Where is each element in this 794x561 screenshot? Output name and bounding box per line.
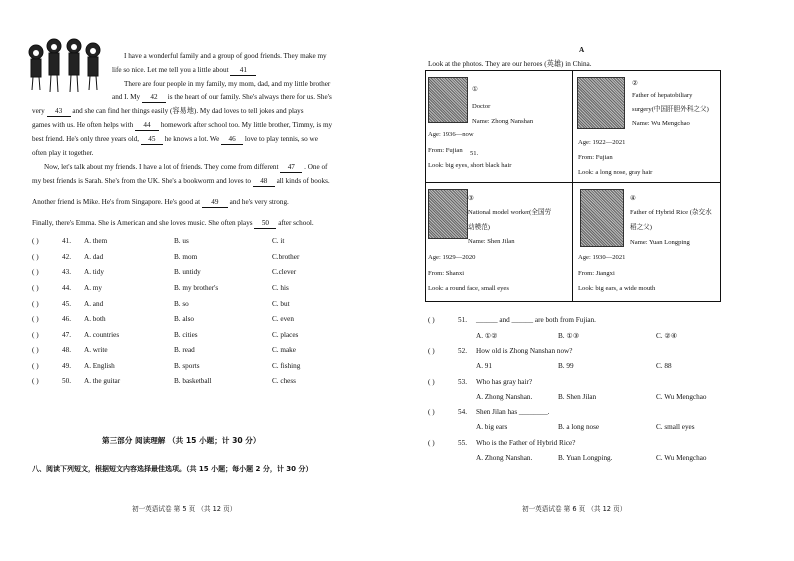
question-row: ( ) 43. A. tidy B. untidy C.clever (32, 268, 297, 276)
table-divider (572, 70, 573, 302)
option-c[interactable]: C. chess (272, 377, 296, 385)
passage-line: Another friend is Mike. He's from Singapore. He's good at 49 and he's very strong. (32, 198, 289, 206)
hero-look: Look: a long nose, gray hair (578, 169, 653, 176)
option-c[interactable]: C.clever (272, 268, 297, 276)
section-instruction: 八、阅读下列短文，根据短文内容选择最佳选项。（共 15 小题；每小题 2 分，计 30 分） (32, 465, 313, 473)
passage-line: often play it together. (32, 149, 94, 157)
passage-intro: Look at the photos. They are our heroes (英雄) in China. (428, 60, 592, 68)
page-footer: 初一英语试卷 第 6 页 （共 12 页） (522, 505, 627, 513)
option-b[interactable]: B. Yuan Longping. (558, 454, 613, 462)
passage-line: very 43 and she can find her things easily (容易地). My dad loves to tell jokes and plays (32, 107, 304, 115)
question-row: ( ) 45. A. and B. so C. but (32, 300, 290, 308)
question-stem-row: ( ) 51. ______ and ______ are both from Fujian. (428, 316, 596, 324)
passage-line: best friend. He's only three years old, 45 he knows a lot. We 46 love to play tennis, so we (32, 135, 318, 143)
answer-parens[interactable]: ( ) (32, 315, 39, 323)
options-row (476, 362, 672, 370)
hero-name: Name: Yuan Longping (630, 239, 690, 246)
blank-48[interactable]: 48 (253, 177, 275, 187)
option-c[interactable]: C. his (272, 284, 289, 292)
question-row: ( ) 49. A. English B. sports C. fishing (32, 362, 301, 370)
hero-mark: 51. (470, 150, 479, 157)
question-row: ( ) 41. A. them B. us C. it (32, 237, 285, 245)
option-c[interactable]: C. but (272, 300, 290, 308)
option-c[interactable]: C.brother (272, 253, 300, 261)
question-row: ( ) 48. A. write B. read C. make (32, 346, 296, 354)
option-c[interactable]: C. small eyes (656, 423, 695, 431)
option-a[interactable]: A. Zhong Nanshan. (476, 454, 533, 462)
hero-name: Name: Zhong Nanshan (472, 118, 534, 125)
passage-line: There are four people in my family, my mom, dad, and my little brother (124, 80, 331, 88)
option-c[interactable]: C. fishing (272, 362, 301, 370)
question-stem: Shen Jilan has ________. (476, 408, 550, 416)
answer-parens[interactable]: ( ) (32, 237, 39, 245)
option-a[interactable]: A. them (84, 237, 108, 245)
passage-line: my best friends is Sarah. She's from the UK. She's a bookworm and loves to 48 all kinds of books. (32, 177, 330, 185)
option-c[interactable]: C. places (272, 331, 299, 339)
answer-parens[interactable]: ( ) (428, 408, 435, 416)
options-row (476, 454, 706, 462)
hero-look: Look: big eyes, short black hair (428, 162, 512, 169)
question-stem: Who is the Father of Hybrid Rice? (476, 439, 576, 447)
question-stem-row: ( ) 53. Who has gray hair? (428, 378, 533, 386)
page-footer: 初一英语试卷 第 5 页 （共 12 页） (132, 505, 237, 513)
answer-parens[interactable]: ( ) (32, 300, 39, 308)
option-c[interactable]: C. Wu Mengchao (656, 454, 707, 462)
option-a[interactable]: A. Zhong Nanshan. (476, 393, 533, 401)
answer-parens[interactable]: ( ) (428, 347, 435, 355)
option-a[interactable]: A. ①② (476, 332, 498, 340)
blank-41[interactable]: 41 (230, 66, 256, 76)
hero-number: ② (632, 80, 638, 87)
question-stem-row: ( ) 52. How old is Zhong Nanshan now? (428, 347, 573, 355)
hero-title: Father of hepatobiliary (632, 92, 693, 99)
option-c[interactable]: C. ②④ (656, 332, 678, 340)
option-b[interactable]: B. my brother's (174, 284, 219, 292)
hero-title-2: 稻之父) (630, 224, 652, 231)
option-b[interactable]: B. ①③ (558, 332, 580, 340)
option-b[interactable]: B. us (174, 237, 189, 245)
table-divider (425, 182, 721, 183)
hero-number: ④ (630, 195, 636, 202)
blank-42[interactable]: 42 (142, 93, 166, 103)
answer-parens[interactable]: ( ) (428, 378, 435, 386)
option-a[interactable]: A. big ears (476, 423, 508, 431)
passage-line: life so nice. Let me tell you a little about 41 (112, 66, 256, 76)
question-stem: ______ and ______ are both from Fujian. (476, 316, 596, 324)
hero-title: Doctor (472, 103, 491, 110)
hero-number: ① (472, 86, 478, 93)
blank-44[interactable]: 44 (135, 121, 159, 131)
hero-from: From: Jiangxi (578, 270, 615, 277)
option-a[interactable]: A. tidy (84, 268, 104, 276)
option-c[interactable]: C. even (272, 315, 294, 323)
hero-name: Name: Wu Mengchao (632, 120, 690, 127)
question-row: ( ) 42. A. dad B. mom C.brother (32, 253, 300, 261)
options-row (476, 423, 695, 431)
option-b[interactable]: B. sports (174, 362, 200, 370)
hero-age: Age: 1930—2021 (578, 254, 626, 261)
option-b[interactable]: B. cities (174, 331, 198, 339)
blank-46[interactable]: 46 (221, 135, 243, 145)
question-row: ( ) 46. A. both B. also C. even (32, 315, 294, 323)
question-row: ( ) 47. A. countries B. cities C. places (32, 331, 299, 339)
option-b[interactable]: B. mom (174, 253, 198, 261)
answer-parens[interactable]: ( ) (428, 439, 435, 447)
option-b[interactable]: B. basketball (174, 377, 212, 385)
question-stem-row: ( ) 55. Who is the Father of Hybrid Rice? (428, 439, 576, 447)
passage-line: Now, let's talk about my friends. I have a lot of friends. They come from different 47 . One of (44, 163, 328, 171)
option-a[interactable]: A. the guitar (84, 377, 121, 385)
heroes-table (425, 70, 721, 302)
option-c[interactable]: C. make (272, 346, 296, 354)
option-c[interactable]: C. 88 (656, 362, 672, 370)
options-row (476, 331, 677, 340)
question-stem: How old is Zhong Nanshan now? (476, 347, 573, 355)
option-a[interactable]: A. 91 (476, 362, 492, 370)
answer-parens[interactable]: ( ) (428, 316, 435, 324)
hero-age: Age: 1929—2020 (428, 254, 476, 261)
option-a[interactable]: A. both (84, 315, 106, 323)
option-c[interactable]: C. Wu Mengchao (656, 393, 707, 401)
hero-title: Father of Hybrid Rice (杂交水 (630, 209, 712, 216)
option-a[interactable]: A. countries (84, 331, 120, 339)
hero-photo (580, 189, 624, 247)
passage-letter: A (579, 46, 585, 54)
hero-from: From: Fujian (428, 147, 463, 154)
question-stem: Who has gray hair? (476, 378, 533, 386)
option-b[interactable]: B. also (174, 315, 194, 323)
answer-parens[interactable]: ( ) (32, 346, 39, 354)
hero-age: Age: 1922—2021 (578, 139, 626, 146)
hero-photo (577, 77, 625, 129)
answer-parens[interactable]: ( ) (32, 331, 39, 339)
hero-from: From: Shanxi (428, 270, 465, 277)
question-row: ( ) 44. A. my B. my brother's C. his (32, 284, 289, 292)
passage-line: I have a wonderful family and a group of good friends. They make my (124, 52, 327, 60)
option-b[interactable]: B. so (174, 300, 189, 308)
hero-title-2: 动模范) (468, 224, 490, 231)
question-stem-row: ( ) 54. Shen Jilan has ________. (428, 408, 550, 416)
answer-parens[interactable]: ( ) (32, 253, 39, 261)
blank-49[interactable]: 49 (202, 198, 228, 208)
option-a[interactable]: A. English (84, 362, 115, 370)
hero-number: ③ (468, 195, 474, 202)
hero-title-2: surgery(中国肝胆外科之父) (632, 106, 709, 113)
blank-47[interactable]: 47 (280, 163, 302, 173)
hero-age: Age: 1936—now (428, 131, 474, 138)
hero-name: Name: Shen Jilan (468, 238, 515, 245)
section-title: 第三部分 阅读理解 （共 15 小题；计 30 分） (102, 436, 261, 445)
option-b[interactable]: B. untidy (174, 268, 201, 276)
answer-parens[interactable]: ( ) (32, 362, 39, 370)
option-c[interactable]: C. it (272, 237, 285, 245)
hero-photo (428, 189, 468, 239)
answer-parens[interactable]: ( ) (32, 268, 39, 276)
options-row (476, 393, 706, 401)
answer-parens[interactable]: ( ) (32, 284, 39, 292)
question-row: ( ) 50. A. the guitar B. basketball C. chess (32, 377, 296, 385)
option-b[interactable]: B. 99 (558, 362, 574, 370)
answer-parens[interactable]: ( ) (32, 377, 39, 385)
passage-line: and I. My 42 is the heart of our family. She's always there for us. She's (112, 93, 332, 101)
passage-line: games with us. He often helps with 44 homework after school too. My little brother, Timmy, is my (32, 121, 333, 129)
option-a[interactable]: A. dad (84, 253, 104, 261)
blank-50[interactable]: 50 (254, 219, 276, 229)
option-a[interactable]: A. and (84, 300, 104, 308)
family-illustration (24, 36, 104, 94)
passage-line: Finally, there's Emma. She is American and she loves music. She often plays 50 after school. (32, 219, 314, 227)
hero-look: Look: a round face, small eyes (428, 285, 509, 292)
option-a[interactable]: A. write (84, 346, 108, 354)
hero-photo (428, 77, 468, 123)
option-a[interactable]: A. my (84, 284, 102, 292)
hero-title: National model worker(全国劳 (468, 209, 552, 216)
option-b[interactable]: B. a long nose (558, 423, 600, 431)
option-b[interactable]: B. read (174, 346, 195, 354)
blank-43[interactable]: 43 (47, 107, 71, 117)
blank-45[interactable]: 45 (141, 135, 163, 145)
option-b[interactable]: B. Shen Jilan (558, 393, 597, 401)
hero-from: From: Fujian (578, 154, 613, 161)
hero-look: Look: big ears, a wide mouth (578, 285, 656, 292)
